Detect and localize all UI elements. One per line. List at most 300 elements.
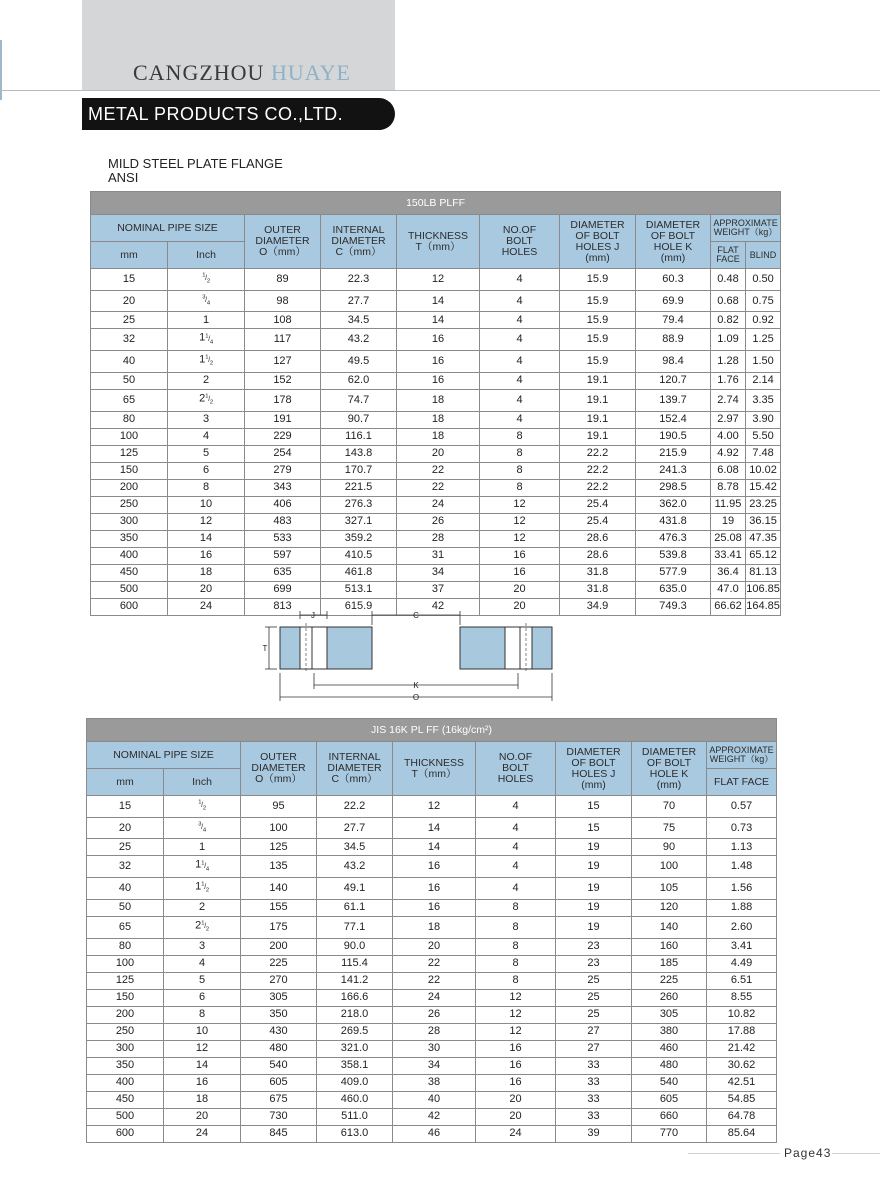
inch-fraction: $^3/_4$ [198,821,206,834]
cell-k: 98.4 [636,351,711,373]
cell-o: 845 [241,1125,317,1142]
cell-k: 70 [632,796,707,818]
cell-t: 28 [397,530,480,547]
inch-whole: 2 [202,374,210,387]
header-nominal-pipe-size: NOMINAL PIPE SIZE [91,215,245,242]
inch-whole: 18 [199,566,213,579]
header-mm: mm [91,242,168,269]
cell-mm: 125 [91,445,168,462]
cell-mm: 150 [87,989,164,1006]
cell-t: 18 [397,428,480,445]
table-row [91,351,781,373]
inch-whole: 1 [199,331,206,344]
cell-holes: 8 [480,479,560,496]
cell-ff: 6.08 [711,462,746,479]
cell-inch [164,1023,241,1040]
cell-t: 22 [393,955,476,972]
cell-inch [164,938,241,955]
cell-o: 140 [241,878,317,900]
table-row [91,428,781,445]
cell-t: 24 [397,496,480,513]
table-row [87,938,777,955]
table-jis-16k-pl-ff [86,718,777,1143]
cell-ff: 1.28 [711,351,746,373]
cell-mm: 40 [91,351,168,373]
cell-t: 38 [393,1074,476,1091]
cell-c: 90.0 [317,938,393,955]
cell-t: 22 [397,479,480,496]
cell-o: 98 [245,290,321,312]
cell-ff: 2.74 [711,389,746,411]
cell-c: 615.9 [321,598,397,615]
cell-inch [168,411,245,428]
cell-blind: 0.92 [746,312,781,329]
cell-j: 33 [556,1074,632,1091]
cell-mm: 15 [87,796,164,818]
cell-o: 279 [245,462,321,479]
cell-mm: 200 [91,479,168,496]
header-bolt-holes: NO.OF BOLT HOLES [480,215,560,269]
table-row [87,817,777,839]
table-row [91,411,781,428]
cell-j: 22.2 [560,445,636,462]
cell-t: 34 [393,1057,476,1074]
cell-k: 460 [632,1040,707,1057]
table-row [91,513,781,530]
table-150lb-plff [90,191,781,616]
cell-mm: 400 [91,547,168,564]
header-dia-bolt-holes-j: DIAMETER OF BOLT HOLES J (mm) [560,215,636,269]
header-outer-diameter: OUTER DIAMETER O（mm） [241,742,317,796]
cell-holes: 16 [476,1057,556,1074]
cell-blind: 47.35 [746,530,781,547]
cell-c: 34.5 [321,312,397,329]
cell-holes: 8 [480,462,560,479]
cell-k: 105 [632,878,707,900]
cell-inch [164,1074,241,1091]
cell-o: 430 [241,1023,317,1040]
cell-mm: 25 [87,839,164,856]
table-row [87,955,777,972]
cell-t: 42 [397,598,480,615]
cell-j: 15 [556,796,632,818]
cell-o: 117 [245,329,321,351]
inch-whole: 20 [199,583,213,596]
inch-whole: 1 [199,353,206,366]
cell-o: 350 [241,1006,317,1023]
inch-whole: 1 [202,313,210,326]
cell-ff: 1.48 [707,856,777,878]
cell-ff: 4.00 [711,428,746,445]
cell-blind: 106.85 [746,581,781,598]
cell-o: 191 [245,411,321,428]
section-title-main: MILD STEEL PLATE FLANGE [108,156,283,171]
inch-whole: 16 [195,1076,209,1089]
cell-holes: 12 [480,513,560,530]
cell-ff: 0.82 [711,312,746,329]
cell-t: 12 [397,269,480,291]
header-dia-bolt-hole-k: DIAMETER OF BOLT HOLE K (mm) [632,742,707,796]
cell-c: 269.5 [317,1023,393,1040]
cell-inch [164,878,241,900]
table-row [91,445,781,462]
cell-holes: 4 [476,817,556,839]
cell-j: 28.6 [560,547,636,564]
cell-k: 431.8 [636,513,711,530]
inch-whole: 8 [198,1008,206,1021]
cell-mm: 450 [91,564,168,581]
inch-whole: 1 [195,880,202,893]
cell-t: 16 [397,372,480,389]
cell-j: 22.2 [560,479,636,496]
cell-blind: 2.14 [746,372,781,389]
cell-holes: 20 [476,1091,556,1108]
table-row [91,496,781,513]
table-caption: 150LB PLFF [91,192,781,215]
cell-ff: 36.4 [711,564,746,581]
cell-holes: 8 [480,445,560,462]
cell-blind: 7.48 [746,445,781,462]
inch-fraction: $^1/_2$ [198,800,206,812]
cell-o: 270 [241,972,317,989]
cell-ff: 11.95 [711,496,746,513]
cell-holes: 8 [476,972,556,989]
table-row [87,989,777,1006]
table-row [87,839,777,856]
cell-ff: 85.64 [707,1125,777,1142]
cell-t: 16 [397,351,480,373]
cell-inch [168,290,245,312]
cell-ff: 66.62 [711,598,746,615]
cell-t: 14 [397,312,480,329]
cell-holes: 8 [476,899,556,916]
cell-t: 40 [393,1091,476,1108]
cell-mm: 600 [87,1125,164,1142]
table-row [87,1057,777,1074]
cell-blind: 23.25 [746,496,781,513]
cell-inch [164,989,241,1006]
cell-c: 116.1 [321,428,397,445]
cell-blind: 65.12 [746,547,781,564]
cell-holes: 4 [480,372,560,389]
cell-ff: 0.68 [711,290,746,312]
cell-holes: 4 [476,796,556,818]
cell-c: 27.7 [317,817,393,839]
label-c: C [413,611,419,620]
cell-holes: 24 [476,1125,556,1142]
cell-o: 699 [245,581,321,598]
cell-mm: 50 [87,899,164,916]
cell-inch [164,972,241,989]
cell-holes: 4 [480,312,560,329]
cell-j: 33 [556,1108,632,1125]
cell-t: 12 [393,796,476,818]
cell-c: 170.7 [321,462,397,479]
cell-j: 23 [556,938,632,955]
cell-c: 143.8 [321,445,397,462]
cell-t: 14 [393,817,476,839]
header-nominal-pipe-size: NOMINAL PIPE SIZE [87,742,241,769]
inch-whole: 10 [199,498,213,511]
company-name-line1 [133,60,351,86]
cell-mm: 350 [91,530,168,547]
cell-mm: 500 [87,1108,164,1125]
header-outer-diameter: OUTER DIAMETER O（mm） [245,215,321,269]
cell-o: 225 [241,955,317,972]
cell-t: 16 [393,856,476,878]
cell-holes: 8 [480,428,560,445]
cell-inch [168,329,245,351]
cell-ff: 1.56 [707,878,777,900]
cell-c: 62.0 [321,372,397,389]
table-row [87,1023,777,1040]
cell-mm: 200 [87,1006,164,1023]
cell-holes: 4 [480,389,560,411]
label-j: J [311,611,315,620]
cell-t: 42 [393,1108,476,1125]
cell-c: 115.4 [317,955,393,972]
cell-mm: 32 [91,329,168,351]
cell-mm: 300 [91,513,168,530]
cell-holes: 16 [476,1074,556,1091]
inch-whole: 6 [202,464,210,477]
inch-whole: 16 [199,549,213,562]
cell-t: 22 [397,462,480,479]
cell-mm: 125 [87,972,164,989]
cell-k: 190.5 [636,428,711,445]
cell-ff: 1.88 [707,899,777,916]
cell-holes: 16 [480,547,560,564]
header-approx-weight: APPROXIMATE WEIGHT（kg） [707,742,777,769]
inch-whole: 5 [202,447,210,460]
cell-j: 15.9 [560,290,636,312]
cell-k: 69.9 [636,290,711,312]
cell-k: 152.4 [636,411,711,428]
cell-inch [164,817,241,839]
table-row [87,1040,777,1057]
cell-c: 22.2 [317,796,393,818]
cell-k: 139.7 [636,389,711,411]
cell-j: 15.9 [560,269,636,291]
cell-ff: 21.42 [707,1040,777,1057]
cell-mm: 100 [91,428,168,445]
cell-inch [164,839,241,856]
cell-inch [168,462,245,479]
cell-ff: 8.55 [707,989,777,1006]
inch-whole: 3 [198,940,206,953]
header-inch: Inch [164,769,241,796]
cell-ff: 19 [711,513,746,530]
inch-whole: 12 [195,1042,209,1055]
cell-j: 33 [556,1091,632,1108]
label-k: K [413,681,419,690]
table-body [91,269,781,616]
cell-o: 305 [241,989,317,1006]
cell-j: 25.4 [560,513,636,530]
inch-fraction: $^1/_2$ [205,355,213,367]
cell-k: 60.3 [636,269,711,291]
cell-j: 39 [556,1125,632,1142]
table-row [91,530,781,547]
cell-mm: 600 [91,598,168,615]
cell-k: 770 [632,1125,707,1142]
cell-inch [168,445,245,462]
cell-o: 135 [241,856,317,878]
cell-mm: 250 [87,1023,164,1040]
cell-j: 19 [556,878,632,900]
cell-t: 16 [393,878,476,900]
cell-holes: 8 [476,916,556,938]
cell-inch [164,1091,241,1108]
cell-k: 88.9 [636,329,711,351]
cell-t: 26 [397,513,480,530]
cell-k: 215.9 [636,445,711,462]
header-thickness: THICKNESS T（mm） [393,742,476,796]
header-thickness: THICKNESS T（mm） [397,215,480,269]
header-flat-face: FLAT FACE [707,769,777,796]
cell-ff: 4.49 [707,955,777,972]
cell-blind: 1.50 [746,351,781,373]
cell-c: 141.2 [317,972,393,989]
cell-inch [168,598,245,615]
cell-mm: 50 [91,372,168,389]
header-inch: Inch [168,242,245,269]
cell-j: 33 [556,1057,632,1074]
cell-t: 18 [397,389,480,411]
inch-whole: 24 [195,1127,209,1140]
cell-blind: 5.50 [746,428,781,445]
page-number: Page43 [784,1146,832,1160]
cell-mm: 65 [87,916,164,938]
cell-o: 95 [241,796,317,818]
label-o: O [412,693,420,702]
inch-fraction: $^3/_4$ [202,294,210,307]
cell-blind: 0.75 [746,290,781,312]
company-name-b: HUAYE [270,60,351,85]
cell-holes: 20 [480,598,560,615]
cell-t: 34 [397,564,480,581]
cell-o: 635 [245,564,321,581]
cell-holes: 4 [476,878,556,900]
cell-c: 49.5 [321,351,397,373]
cell-c: 513.1 [321,581,397,598]
table-row [91,329,781,351]
cell-ff: 30.62 [707,1057,777,1074]
cell-holes: 4 [480,329,560,351]
cell-k: 241.3 [636,462,711,479]
cell-c: 61.1 [317,899,393,916]
cell-c: 511.0 [317,1108,393,1125]
cell-inch [168,269,245,291]
cell-j: 22.2 [560,462,636,479]
cell-k: 160 [632,938,707,955]
table-row [87,972,777,989]
cell-blind: 15.42 [746,479,781,496]
table-row [87,916,777,938]
cell-blind: 3.35 [746,389,781,411]
company-name-a: CANGZHOU [133,60,265,85]
cell-holes: 12 [476,989,556,1006]
cell-mm: 250 [91,496,168,513]
cell-inch [168,372,245,389]
cell-holes: 4 [476,856,556,878]
table-row [91,581,781,598]
cell-mm: 500 [91,581,168,598]
cell-holes: 16 [476,1040,556,1057]
cell-inch [164,796,241,818]
table-row [87,899,777,916]
cell-c: 43.2 [317,856,393,878]
header-flat-face: FLAT FACE [711,242,746,269]
cell-o: 540 [241,1057,317,1074]
cell-inch [164,1040,241,1057]
inch-whole: 1 [195,858,202,871]
cell-j: 25 [556,989,632,1006]
inch-whole: 2 [198,901,206,914]
inch-whole: 8 [202,481,210,494]
cell-mm: 300 [87,1040,164,1057]
cell-inch [168,351,245,373]
table-row [87,1006,777,1023]
header-internal-diameter: INTERNAL DIAMETER C（mm） [321,215,397,269]
cell-c: 27.7 [321,290,397,312]
cell-holes: 16 [480,564,560,581]
cell-j: 15.9 [560,329,636,351]
cell-inch [164,1057,241,1074]
inch-whole: 3 [202,413,210,426]
cell-mm: 20 [87,817,164,839]
cell-inch [164,1108,241,1125]
cell-ff: 4.92 [711,445,746,462]
cell-holes: 12 [480,496,560,513]
cell-ff: 0.57 [707,796,777,818]
cell-inch [164,899,241,916]
cell-k: 79.4 [636,312,711,329]
section-title [108,157,283,185]
cell-t: 30 [393,1040,476,1057]
inch-whole: 1 [198,840,206,853]
header-approx-weight: APPROXIMATE WEIGHT（kg） [711,215,781,242]
inch-fraction: $^1/_2$ [205,393,213,406]
cell-mm: 350 [87,1057,164,1074]
cell-t: 20 [393,938,476,955]
cell-t: 16 [397,329,480,351]
cell-t: 26 [393,1006,476,1023]
cell-c: 461.8 [321,564,397,581]
inch-whole: 4 [202,430,210,443]
cell-j: 15 [556,817,632,839]
cell-inch [164,1006,241,1023]
cell-c: 410.5 [321,547,397,564]
cell-blind: 0.50 [746,269,781,291]
cell-c: 221.5 [321,479,397,496]
cell-j: 27 [556,1040,632,1057]
cell-c: 166.6 [317,989,393,1006]
cell-holes: 20 [476,1108,556,1125]
cell-ff: 1.09 [711,329,746,351]
table-row [91,547,781,564]
cell-k: 298.5 [636,479,711,496]
cell-c: 43.2 [321,329,397,351]
header-dia-bolt-hole-k: DIAMETER OF BOLT HOLE K (mm) [636,215,711,269]
table-row [91,564,781,581]
inch-whole: 20 [195,1110,209,1123]
header-mm: mm [87,769,164,796]
cell-inch [168,530,245,547]
cell-k: 577.9 [636,564,711,581]
cell-inch [168,312,245,329]
cell-k: 100 [632,856,707,878]
